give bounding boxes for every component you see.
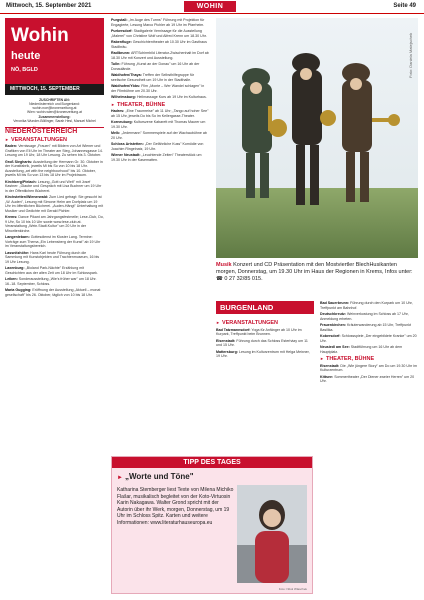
tip-text: Katharina Stemberger liest Texte von Milena Michiko Flašar, musikalisch begleitet von der Koto-Virtuosin Karin Nakagawa. Walter Grond spricht mit der Autorin über ihr Werk, morgen, Donnerstag, um 19 Uhr im Schloss Spitz. Karten und weitere Informationen: www.literaturhauseuropa.eu xyxy=(117,487,234,526)
listing-entry: Kittsee: Sommertheater „Der Diener zweier Herren" um 20 Uhr. xyxy=(320,374,415,383)
listing-entry: Groß Siegharts: Ausstellung der Hermann Gr. 30. Oktober in der Kunstfabrik, jeweils Mi bis So von 10 bis 18 Uhr. Ausstellung „art with the neighbourhood" bis 10. Oktober, jeweils Mi bis So von 13 bis 18 Uhr im Projektraum. xyxy=(5,159,103,178)
listing-entry: Deutschkreutz: Weinverkostung im Schloss ab 17 Uhr, Anmeldung erbeten. xyxy=(320,312,409,321)
caption-text: Konzert und CD Präsentation mit den Mostviertler BlechHusikanten morgen, Donnerstag, um 19.30 Uhr im Haus der Regionen in Krems, Infos unter: ☎ 0 27 32/85 015. xyxy=(216,262,413,282)
photo-credit: Foto: Daniela Matejschek xyxy=(408,32,413,78)
listing-entry: Langenlebarn: Gottesdienst im Kloster Lang. Termine: Vorträge zum Thema „Ein Lebensberg der Kunst" ab 19 Uhr im Veranstaltungsbereich. xyxy=(5,235,101,249)
logo-line-1: Wohin xyxy=(11,25,69,46)
tip-title: ► „Worte und Töne" xyxy=(117,472,307,481)
listing-entry: Kirchberg/Pielach: Lesung „Gott und Welt" mit Josef Kastner: „Glaube und Gespräch mit Lisa Buchner um 19 Uhr in der Öffentlichen Bücherei. xyxy=(5,179,102,193)
page-header xyxy=(0,0,424,14)
region-heading: NIEDERÖSTERREICH xyxy=(5,127,104,135)
column-2 xyxy=(111,18,209,378)
contact-box xyxy=(5,98,104,124)
tip-photo xyxy=(237,485,307,583)
section-heading: ► THEATER, BÜHNE xyxy=(320,357,418,362)
caption-lead: Musik xyxy=(216,262,232,268)
column-4 xyxy=(320,301,418,594)
listing-entry: Eisenstadt: Die „Wie jüngere Story" am Do um 19.30 Uhr im Kulturzentrum. xyxy=(320,363,417,372)
listing-entry: Baden: Vernissage „Frauen" mit Bildern von Art Wiener und Grafiken von Eli Uhr im Theater am Steg, Johannesgasse 14. Lesung um 19 Uhr, 18 Uhr Lesung. Zu sehen bis 3. Oktober. xyxy=(5,144,103,158)
contact-label: ZUSCHRIFTEN AN: xyxy=(39,97,70,102)
listing-entry: Wilhelmsburg: Heilmassage Kurs ab 19 Uhr im Kulturhaus. xyxy=(111,95,207,99)
compiled-by-names: Veronika Wunder-Böllinger, Sarah Hesl, Manuel Michel xyxy=(13,118,96,123)
header-page-number: Seite 49 xyxy=(393,3,416,9)
contact-email-wien: Wien: wohin.wien@kronenzeitung.at xyxy=(27,110,82,115)
listing-entry: Rabenfluge: Geschichtentheater ab 10.30 Uhr im Gasthaus Stadlbräu. xyxy=(111,40,207,49)
section-logo xyxy=(5,18,104,84)
listing-entry: Bad Tatzmannsdorf: Yoga für Anfänger ab 10 Uhr im Kurpark, Treffpunkt beim Brunnen. xyxy=(216,327,302,336)
listing-entry: Waidhofen/Ybbs: Film „Monte – Wer Wandel schlagen" in der Filmbühne um 20.30 Uhr. xyxy=(111,84,205,93)
section-heading: ► THEATER, BÜHNE xyxy=(111,103,209,108)
listing-entry: Eisenstadt: Führung durch das Schloss Esterházy um 11 und 15 Uhr. xyxy=(216,338,308,347)
listing-entry: Laxenburg: „Bioland Park-Nächte" Erzählung mit Geschichten aus der alten Zeit um 18 Uhr im Schlosspark. xyxy=(5,266,98,275)
listing-entry: Lassnitzhöhe: Hans Karl heute Führung durch die Sammlung mit Kunstobjekten und Trachtenmuseum, 16 bis 19 Uhr Lesung. xyxy=(5,250,100,264)
tip-of-the-day-box xyxy=(111,456,313,594)
listing-entry: Neusiedl am See: Stadtführung um 16 Uhr ab dem Hauptplatz. xyxy=(320,345,403,354)
header-brand: WOHIN xyxy=(184,1,236,12)
section-heading: ► VERANSTALTUNGEN xyxy=(216,321,314,326)
listing-entry: Maria Gugging: Eröffnung der Ausstellung „Aktuell – monat gesellschaft" bis 26. Oktober, täglich von 10 bis 18 Uhr. xyxy=(5,288,101,297)
listing-entry: Korneuburg: Kulturszene Kabarett mit Thomas Maurer um 19.30 Uhr. xyxy=(111,120,206,129)
tip-heading: TIPP DES TAGES xyxy=(112,457,312,468)
logo-line-2: heute xyxy=(11,50,41,62)
listing-group xyxy=(5,144,104,297)
musicians-photo xyxy=(216,18,418,258)
listing-entry: Frauenkirchen: Kräuterwanderung ab 15 Uhr, Treffpunkt Basilika. xyxy=(320,323,412,332)
contact-line: Niederösterreich und Burgenland: xyxy=(29,101,80,106)
contact-email-noe: wohin.noe@kronenzeitung.at xyxy=(32,106,77,111)
listing-entry: Wiener Neustadt: „Leuchtende Zeiten" Theaterstück um 19.30 Uhr in der Kasematten. xyxy=(111,153,202,162)
listing-entry: Purgstall: „Im Auge des Turms" Führung mit Projektion für Engagierte, Lesung Marco Pichler ab 19 Uhr im Pfarrheim. xyxy=(111,18,205,27)
listing-entry: Kirchstetten/Wienerwald: Zum Lied gefragt: Sie gesucht ist „W. Auden", Lesung mit Simone Helm am Dorfplatz um 19 Uhr im öffentlichen Bücherei. „Auden-Hängt" Unterhaltung mit Musiker und Gedichte mit Gerald Pichler. xyxy=(5,195,104,213)
listing-entry: Krems: Dance Pikant am Jahrgangsfestmeile; Lese-Club, Do, 9 Uhr, So 10 bis 10 Uhr sowie www.lese-club.at. Veranstaltung „Wein.Stadt.Kultur" um 20 Uhr in der Minoritenkirche. xyxy=(5,215,104,233)
tip-photo-credit: Foto: Nikol Wlaschek xyxy=(278,587,307,591)
listing-entry: Bad Sauerbrunn: Führung durch den Kurpark um 10 Uhr, Treffpunkt am Bahnhof. xyxy=(320,301,413,310)
logo-region: NÖ, BGLD xyxy=(11,67,38,74)
section-heading: ► VERANSTALTUNGEN xyxy=(5,138,104,143)
listing-entry: Tulln: Führung „Kunst an der Donau" um 16 Uhr ab der Donaulände. xyxy=(111,62,200,71)
listing-entry: Schloss Artstetten: „Der Gefährliche Kuss" Komödie von Joachim Ringelnatz, 19 Uhr. xyxy=(111,142,204,151)
burgenland-bar: BURGENLAND xyxy=(216,301,314,314)
listing-entry: Mattersburg: Lesung im Kulturzentrum mit Helga Meixner, 19 Uhr. xyxy=(216,349,310,358)
listing-entry: Purkersdorf: Stadtgalerie Vernissage für die Ausstellung „Malerei" von Christine Wolf und Alfred Krenn um 18.30 Uhr. xyxy=(111,29,207,38)
compiled-by-label: Zusammenstellung: xyxy=(38,114,71,119)
photo-caption xyxy=(216,262,418,283)
column-1 xyxy=(5,18,104,596)
listing-entry: Leiben: Sonderausstellung „Wie's früher war" um 18 Uhr. 16.-18. September, Schloss. xyxy=(5,277,97,286)
listing-entry: Waidhofen/Thaya: Treffen der Selbsthilfegruppe für seelische Gesundheit um 19 Uhr in der Stadthalle. xyxy=(111,73,195,82)
listing-entry: Hadres: „Eine Traumreise" ab 11 Uhr; „Tango auf hoher See" ab 15 Uhr, jeweils Do bis So im Kellergasse-Theater. xyxy=(111,109,209,118)
dateline: MITTWOCH, 15. SEPTEMBER xyxy=(5,84,104,95)
listing-entry: Radlbrunn: ARTSchirmbild Literatur-Zwischenhalt im Dorf ab 18.30 Uhr mit Konzert und Ausstellung. xyxy=(111,51,209,60)
header-date: Mittwoch, 15. September 2021 xyxy=(6,3,92,9)
listing-entry: Kobersdorf: Schlossspiele „Der eingebildete Kranke" um 20 Uhr. xyxy=(320,334,417,343)
listing-entry: Melk: „Jedermann" Sommerspiele auf der Wachaubühne ab 20 Uhr. xyxy=(111,131,207,140)
